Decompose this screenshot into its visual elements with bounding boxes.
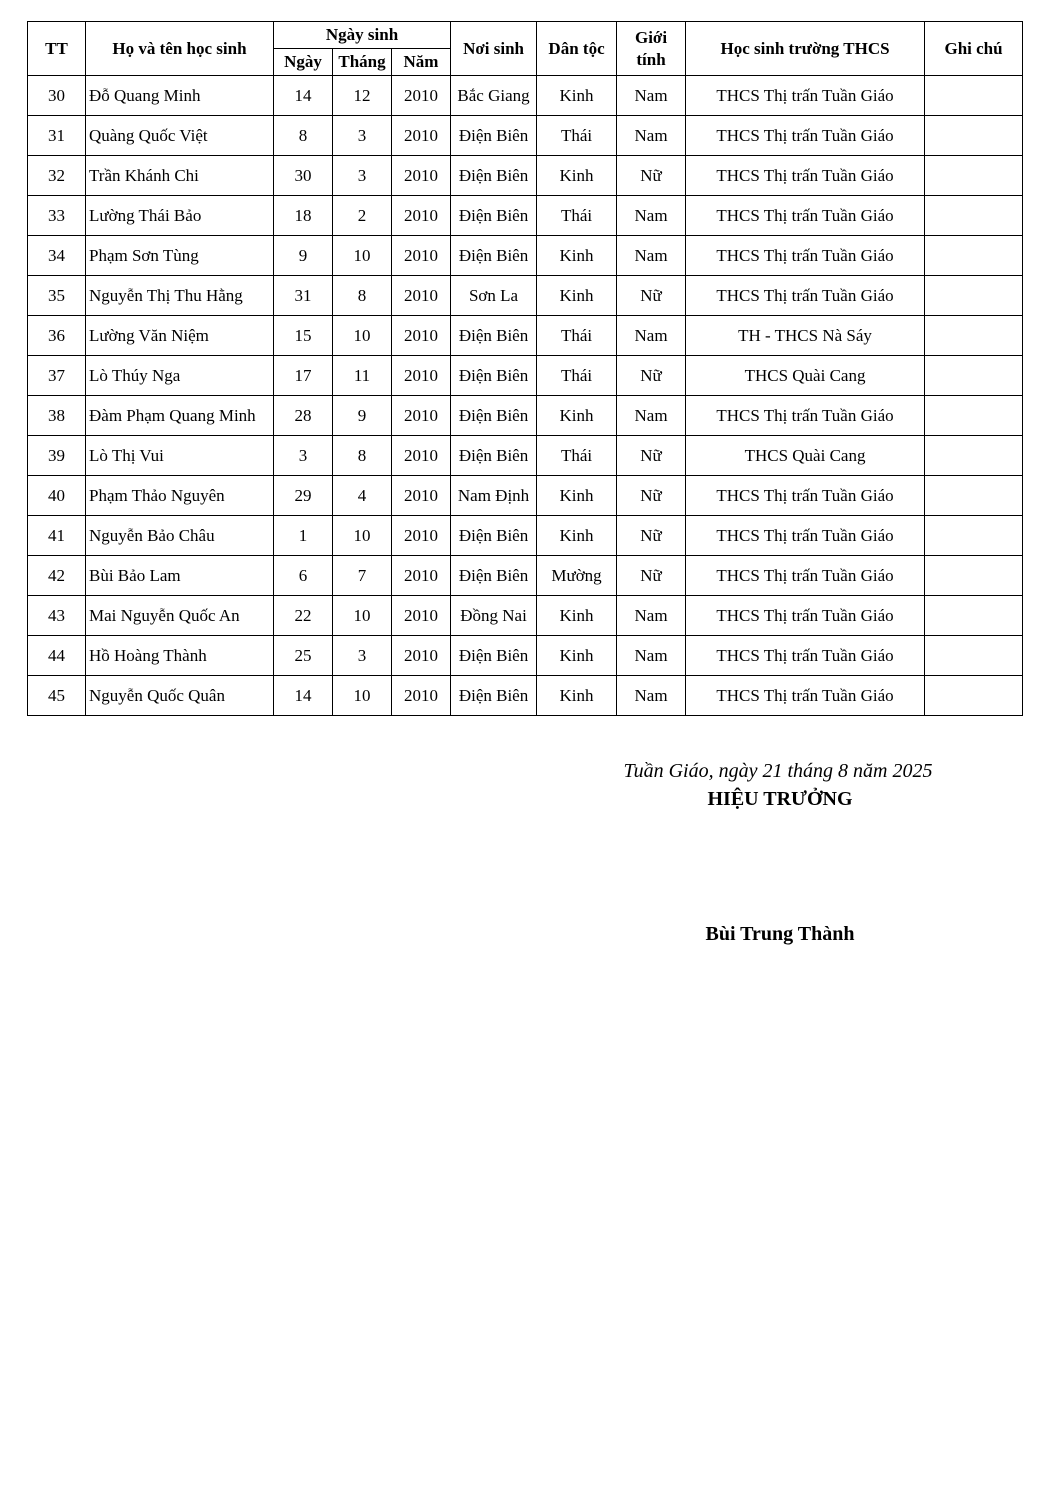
cell-day: 3	[274, 436, 333, 476]
cell-day: 9	[274, 236, 333, 276]
cell-tt: 37	[28, 356, 86, 396]
cell-birthplace: Điện Biên	[451, 636, 537, 676]
header-gender	[617, 22, 686, 76]
table-row	[28, 676, 1023, 716]
cell-ethnicity: Mường	[537, 556, 617, 596]
cell-name: Nguyễn Thị Thu Hằng	[86, 276, 274, 316]
cell-month: 10	[333, 236, 392, 276]
cell-note	[925, 436, 1023, 476]
table-row	[28, 396, 1023, 436]
cell-name: Lường Thái Bảo	[86, 196, 274, 236]
cell-year: 2010	[392, 116, 451, 156]
cell-month: 10	[333, 516, 392, 556]
cell-tt: 39	[28, 436, 86, 476]
table-row	[28, 156, 1023, 196]
cell-ethnicity: Thái	[537, 356, 617, 396]
cell-ethnicity: Thái	[537, 116, 617, 156]
cell-day: 22	[274, 596, 333, 636]
cell-birthplace: Sơn La	[451, 276, 537, 316]
cell-birthplace: Điện Biên	[451, 436, 537, 476]
cell-note	[925, 156, 1023, 196]
cell-note	[925, 356, 1023, 396]
table-row	[28, 636, 1023, 676]
cell-ethnicity: Kinh	[537, 476, 617, 516]
cell-school: THCS Thị trấn Tuần Giáo	[686, 516, 925, 556]
cell-gender: Nữ	[617, 356, 686, 396]
cell-school: TH - THCS Nà Sáy	[686, 316, 925, 356]
cell-tt: 45	[28, 676, 86, 716]
cell-name: Lò Thúy Nga	[86, 356, 274, 396]
table-row	[28, 556, 1023, 596]
table-row	[28, 516, 1023, 556]
header-birthplace: Nơi sinh	[451, 22, 537, 76]
cell-school: THCS Thị trấn Tuần Giáo	[686, 276, 925, 316]
cell-ethnicity: Thái	[537, 196, 617, 236]
cell-day: 8	[274, 116, 333, 156]
cell-tt: 43	[28, 596, 86, 636]
cell-birthplace: Điện Biên	[451, 236, 537, 276]
cell-gender: Nữ	[617, 476, 686, 516]
cell-school: THCS Thị trấn Tuần Giáo	[686, 196, 925, 236]
cell-day: 17	[274, 356, 333, 396]
cell-month: 9	[333, 396, 392, 436]
table-row	[28, 276, 1023, 316]
header-year: Năm	[392, 49, 451, 76]
cell-tt: 42	[28, 556, 86, 596]
cell-school: THCS Quài Cang	[686, 436, 925, 476]
cell-year: 2010	[392, 396, 451, 436]
table-row	[28, 116, 1023, 156]
cell-birthplace: Điện Biên	[451, 196, 537, 236]
header-tt: TT	[28, 22, 86, 76]
cell-gender: Nam	[617, 676, 686, 716]
header-note: Ghi chú	[925, 22, 1023, 76]
cell-gender: Nam	[617, 396, 686, 436]
cell-name: Quàng Quốc Việt	[86, 116, 274, 156]
table-row	[28, 76, 1023, 116]
cell-gender: Nam	[617, 116, 686, 156]
cell-name: Bùi Bảo Lam	[86, 556, 274, 596]
cell-month: 8	[333, 436, 392, 476]
cell-month: 3	[333, 156, 392, 196]
cell-name: Mai Nguyễn Quốc An	[86, 596, 274, 636]
cell-year: 2010	[392, 316, 451, 356]
cell-tt: 31	[28, 116, 86, 156]
cell-name: Lò Thị Vui	[86, 436, 274, 476]
cell-note	[925, 676, 1023, 716]
cell-month: 3	[333, 116, 392, 156]
header-school: Học sinh trường THCS	[686, 22, 925, 76]
header-name: Họ và tên học sinh	[86, 22, 274, 76]
cell-note	[925, 596, 1023, 636]
cell-gender: Nữ	[617, 156, 686, 196]
table-body	[28, 76, 1023, 716]
cell-gender: Nam	[617, 196, 686, 236]
cell-ethnicity: Kinh	[537, 236, 617, 276]
cell-year: 2010	[392, 436, 451, 476]
cell-tt: 41	[28, 516, 86, 556]
cell-birthplace: Điện Biên	[451, 156, 537, 196]
header-month: Tháng	[333, 49, 392, 76]
cell-year: 2010	[392, 596, 451, 636]
cell-note	[925, 516, 1023, 556]
cell-school: THCS Thị trấn Tuần Giáo	[686, 156, 925, 196]
cell-ethnicity: Kinh	[537, 596, 617, 636]
cell-name: Trần Khánh Chi	[86, 156, 274, 196]
cell-note	[925, 476, 1023, 516]
cell-school: THCS Thị trấn Tuần Giáo	[686, 76, 925, 116]
cell-month: 12	[333, 76, 392, 116]
table-row	[28, 356, 1023, 396]
cell-note	[925, 556, 1023, 596]
cell-month: 7	[333, 556, 392, 596]
cell-note	[925, 316, 1023, 356]
cell-tt: 34	[28, 236, 86, 276]
table-row	[28, 436, 1023, 476]
cell-note	[925, 396, 1023, 436]
table-row	[28, 316, 1023, 356]
student-roster-table	[27, 21, 1023, 716]
cell-name: Phạm Sơn Tùng	[86, 236, 274, 276]
cell-day: 25	[274, 636, 333, 676]
header-gender-line1: Giới	[634, 27, 668, 47]
cell-day: 15	[274, 316, 333, 356]
cell-day: 30	[274, 156, 333, 196]
cell-ethnicity: Kinh	[537, 76, 617, 116]
cell-name: Nguyễn Quốc Quân	[86, 676, 274, 716]
cell-gender: Nữ	[617, 276, 686, 316]
cell-year: 2010	[392, 76, 451, 116]
cell-gender: Nam	[617, 236, 686, 276]
cell-birthplace: Điện Biên	[451, 396, 537, 436]
cell-year: 2010	[392, 356, 451, 396]
cell-year: 2010	[392, 196, 451, 236]
cell-day: 14	[274, 676, 333, 716]
cell-school: THCS Thị trấn Tuần Giáo	[686, 116, 925, 156]
cell-gender: Nam	[617, 316, 686, 356]
cell-month: 11	[333, 356, 392, 396]
cell-birthplace: Điện Biên	[451, 356, 537, 396]
cell-note	[925, 116, 1023, 156]
cell-year: 2010	[392, 556, 451, 596]
table-row	[28, 196, 1023, 236]
cell-name: Hồ Hoàng Thành	[86, 636, 274, 676]
cell-day: 29	[274, 476, 333, 516]
header-gender-line2: tính	[636, 49, 666, 69]
cell-school: THCS Thị trấn Tuần Giáo	[686, 236, 925, 276]
cell-note	[925, 196, 1023, 236]
signature-place-date: Tuần Giáo, ngày 21 tháng 8 năm 2025	[623, 760, 933, 782]
cell-month: 10	[333, 596, 392, 636]
cell-school: THCS Thị trấn Tuần Giáo	[686, 396, 925, 436]
cell-year: 2010	[392, 476, 451, 516]
cell-note	[925, 236, 1023, 276]
table-row	[28, 596, 1023, 636]
cell-day: 14	[274, 76, 333, 116]
cell-day: 18	[274, 196, 333, 236]
cell-gender: Nam	[617, 76, 686, 116]
cell-note	[925, 276, 1023, 316]
cell-name: Nguyễn Bảo Châu	[86, 516, 274, 556]
cell-ethnicity: Thái	[537, 316, 617, 356]
cell-tt: 35	[28, 276, 86, 316]
cell-tt: 33	[28, 196, 86, 236]
cell-birthplace: Điện Biên	[451, 556, 537, 596]
cell-birthplace: Điện Biên	[451, 516, 537, 556]
cell-month: 3	[333, 636, 392, 676]
cell-birthplace: Điện Biên	[451, 676, 537, 716]
cell-month: 2	[333, 196, 392, 236]
cell-school: THCS Quài Cang	[686, 356, 925, 396]
cell-ethnicity: Kinh	[537, 156, 617, 196]
cell-name: Phạm Thảo Nguyên	[86, 476, 274, 516]
cell-school: THCS Thị trấn Tuần Giáo	[686, 476, 925, 516]
cell-month: 10	[333, 316, 392, 356]
cell-year: 2010	[392, 156, 451, 196]
cell-year: 2010	[392, 676, 451, 716]
table-row	[28, 476, 1023, 516]
cell-birthplace: Nam Định	[451, 476, 537, 516]
cell-birthplace: Đồng Nai	[451, 596, 537, 636]
cell-month: 4	[333, 476, 392, 516]
cell-birthplace: Điện Biên	[451, 316, 537, 356]
cell-ethnicity: Kinh	[537, 516, 617, 556]
cell-day: 6	[274, 556, 333, 596]
cell-tt: 44	[28, 636, 86, 676]
cell-day: 1	[274, 516, 333, 556]
cell-note	[925, 76, 1023, 116]
cell-year: 2010	[392, 516, 451, 556]
cell-ethnicity: Kinh	[537, 676, 617, 716]
cell-school: THCS Thị trấn Tuần Giáo	[686, 676, 925, 716]
cell-year: 2010	[392, 276, 451, 316]
cell-year: 2010	[392, 636, 451, 676]
header-day: Ngày	[274, 49, 333, 76]
cell-ethnicity: Kinh	[537, 636, 617, 676]
cell-school: THCS Thị trấn Tuần Giáo	[686, 596, 925, 636]
table-header	[28, 22, 1023, 76]
cell-day: 31	[274, 276, 333, 316]
cell-tt: 40	[28, 476, 86, 516]
cell-year: 2010	[392, 236, 451, 276]
header-ethnicity: Dân tộc	[537, 22, 617, 76]
cell-birthplace: Điện Biên	[451, 116, 537, 156]
cell-name: Lường Văn Niệm	[86, 316, 274, 356]
cell-tt: 38	[28, 396, 86, 436]
cell-gender: Nữ	[617, 436, 686, 476]
cell-tt: 30	[28, 76, 86, 116]
cell-note	[925, 636, 1023, 676]
cell-month: 8	[333, 276, 392, 316]
cell-day: 28	[274, 396, 333, 436]
cell-gender: Nam	[617, 596, 686, 636]
signature-name: Bùi Trung Thành	[705, 923, 855, 945]
cell-school: THCS Thị trấn Tuần Giáo	[686, 636, 925, 676]
cell-tt: 32	[28, 156, 86, 196]
cell-school: THCS Thị trấn Tuần Giáo	[686, 556, 925, 596]
cell-birthplace: Bắc Giang	[451, 76, 537, 116]
cell-ethnicity: Kinh	[537, 396, 617, 436]
cell-gender: Nữ	[617, 516, 686, 556]
cell-name: Đỗ Quang Minh	[86, 76, 274, 116]
cell-gender: Nữ	[617, 556, 686, 596]
cell-gender: Nam	[617, 636, 686, 676]
cell-tt: 36	[28, 316, 86, 356]
cell-ethnicity: Thái	[537, 436, 617, 476]
cell-ethnicity: Kinh	[537, 276, 617, 316]
header-dob: Ngày sinh	[274, 22, 451, 49]
signature-title: HIỆU TRƯỞNG	[707, 788, 853, 810]
table-row	[28, 236, 1023, 276]
cell-month: 10	[333, 676, 392, 716]
cell-name: Đàm Phạm Quang Minh	[86, 396, 274, 436]
